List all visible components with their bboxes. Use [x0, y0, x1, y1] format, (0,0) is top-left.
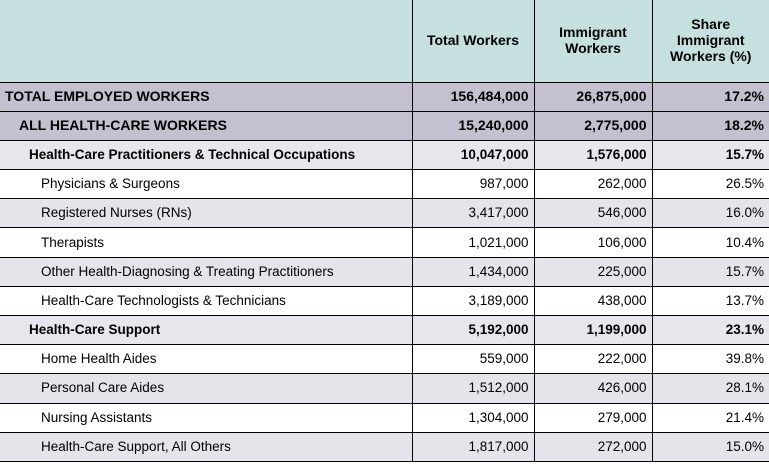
row-label: Physicians & Surgeons: [0, 170, 412, 199]
cell-share-immigrant: 15.0%: [652, 432, 769, 461]
column-header-immigrant-workers: [534, 0, 652, 82]
row-label: Health-Care Support: [0, 316, 412, 345]
cell-total-workers: 1,512,000: [412, 374, 534, 403]
cell-total-workers: 10,047,000: [412, 140, 534, 169]
table-row: [0, 345, 769, 374]
cell-share-immigrant: 17.2%: [652, 82, 769, 111]
cell-total-workers: 3,189,000: [412, 286, 534, 315]
row-label: Therapists: [0, 228, 412, 257]
cell-share-immigrant: 16.0%: [652, 199, 769, 228]
table-row: [0, 170, 769, 199]
table-row: [0, 316, 769, 345]
cell-share-immigrant: 15.7%: [652, 257, 769, 286]
row-label: Other Health-Diagnosing & Treating Practitioners: [0, 257, 412, 286]
cell-share-immigrant: 21.4%: [652, 403, 769, 432]
cell-total-workers: 987,000: [412, 170, 534, 199]
cell-total-workers: 1,021,000: [412, 228, 534, 257]
column-header-share-line3: Workers (%): [670, 47, 752, 64]
table-header: [0, 0, 769, 82]
table-row: [0, 140, 769, 169]
column-header-total-workers: [412, 0, 534, 82]
cell-share-immigrant: 13.7%: [652, 286, 769, 315]
cell-total-workers: 1,434,000: [412, 257, 534, 286]
cell-immigrant-workers: 225,000: [534, 257, 652, 286]
row-label: Nursing Assistants: [0, 403, 412, 432]
cell-total-workers: 559,000: [412, 345, 534, 374]
cell-immigrant-workers: 546,000: [534, 199, 652, 228]
cell-total-workers: 156,484,000: [412, 82, 534, 111]
cell-immigrant-workers: 279,000: [534, 403, 652, 432]
cell-immigrant-workers: 26,875,000: [534, 82, 652, 111]
cell-share-immigrant: 18.2%: [652, 111, 769, 140]
cell-immigrant-workers: 438,000: [534, 286, 652, 315]
cell-immigrant-workers: 1,199,000: [534, 316, 652, 345]
column-header-share-line1: Share: [691, 16, 731, 33]
column-header-immigrant-workers-line2: Workers: [565, 39, 621, 56]
table-row: [0, 257, 769, 286]
cell-immigrant-workers: 1,576,000: [534, 140, 652, 169]
table-row: [0, 286, 769, 315]
column-header-share-immigrant: [652, 0, 769, 82]
cell-share-immigrant: 28.1%: [652, 374, 769, 403]
row-label: Health-Care Support, All Others: [0, 432, 412, 461]
cell-total-workers: 1,304,000: [412, 403, 534, 432]
row-label: Health-Care Technologists & Technicians: [0, 286, 412, 315]
column-header-immigrant-workers-line1: Immigrant: [559, 24, 627, 41]
row-label: Home Health Aides: [0, 345, 412, 374]
table-row: [0, 199, 769, 228]
cell-share-immigrant: 26.5%: [652, 170, 769, 199]
cell-immigrant-workers: 426,000: [534, 374, 652, 403]
column-header-total-workers-label: Total Workers: [426, 31, 520, 48]
cell-immigrant-workers: 262,000: [534, 170, 652, 199]
row-label: Registered Nurses (RNs): [0, 199, 412, 228]
header-row: [0, 0, 769, 82]
cell-share-immigrant: 23.1%: [652, 316, 769, 345]
cell-share-immigrant: 10.4%: [652, 228, 769, 257]
table-row: [0, 228, 769, 257]
table-row: [0, 403, 769, 432]
cell-share-immigrant: 15.7%: [652, 140, 769, 169]
cell-total-workers: 5,192,000: [412, 316, 534, 345]
cell-total-workers: 1,817,000: [412, 432, 534, 461]
table-body: [0, 82, 769, 461]
table-row: [0, 374, 769, 403]
row-label: Health-Care Practitioners & Technical Occupations: [0, 140, 412, 169]
table-row: [0, 432, 769, 461]
row-label: TOTAL EMPLOYED WORKERS: [0, 82, 412, 111]
column-header-occupation: [0, 0, 412, 82]
cell-share-immigrant: 39.8%: [652, 345, 769, 374]
cell-immigrant-workers: 2,775,000: [534, 111, 652, 140]
table-row: [0, 82, 769, 111]
row-label: Personal Care Aides: [0, 374, 412, 403]
cell-immigrant-workers: 106,000: [534, 228, 652, 257]
column-header-share-line2: Immigrant: [676, 31, 745, 48]
cell-total-workers: 15,240,000: [412, 111, 534, 140]
row-label: ALL HEALTH-CARE WORKERS: [0, 111, 412, 140]
table-row: [0, 111, 769, 140]
cell-total-workers: 3,417,000: [412, 199, 534, 228]
cell-immigrant-workers: 222,000: [534, 345, 652, 374]
cell-immigrant-workers: 272,000: [534, 432, 652, 461]
